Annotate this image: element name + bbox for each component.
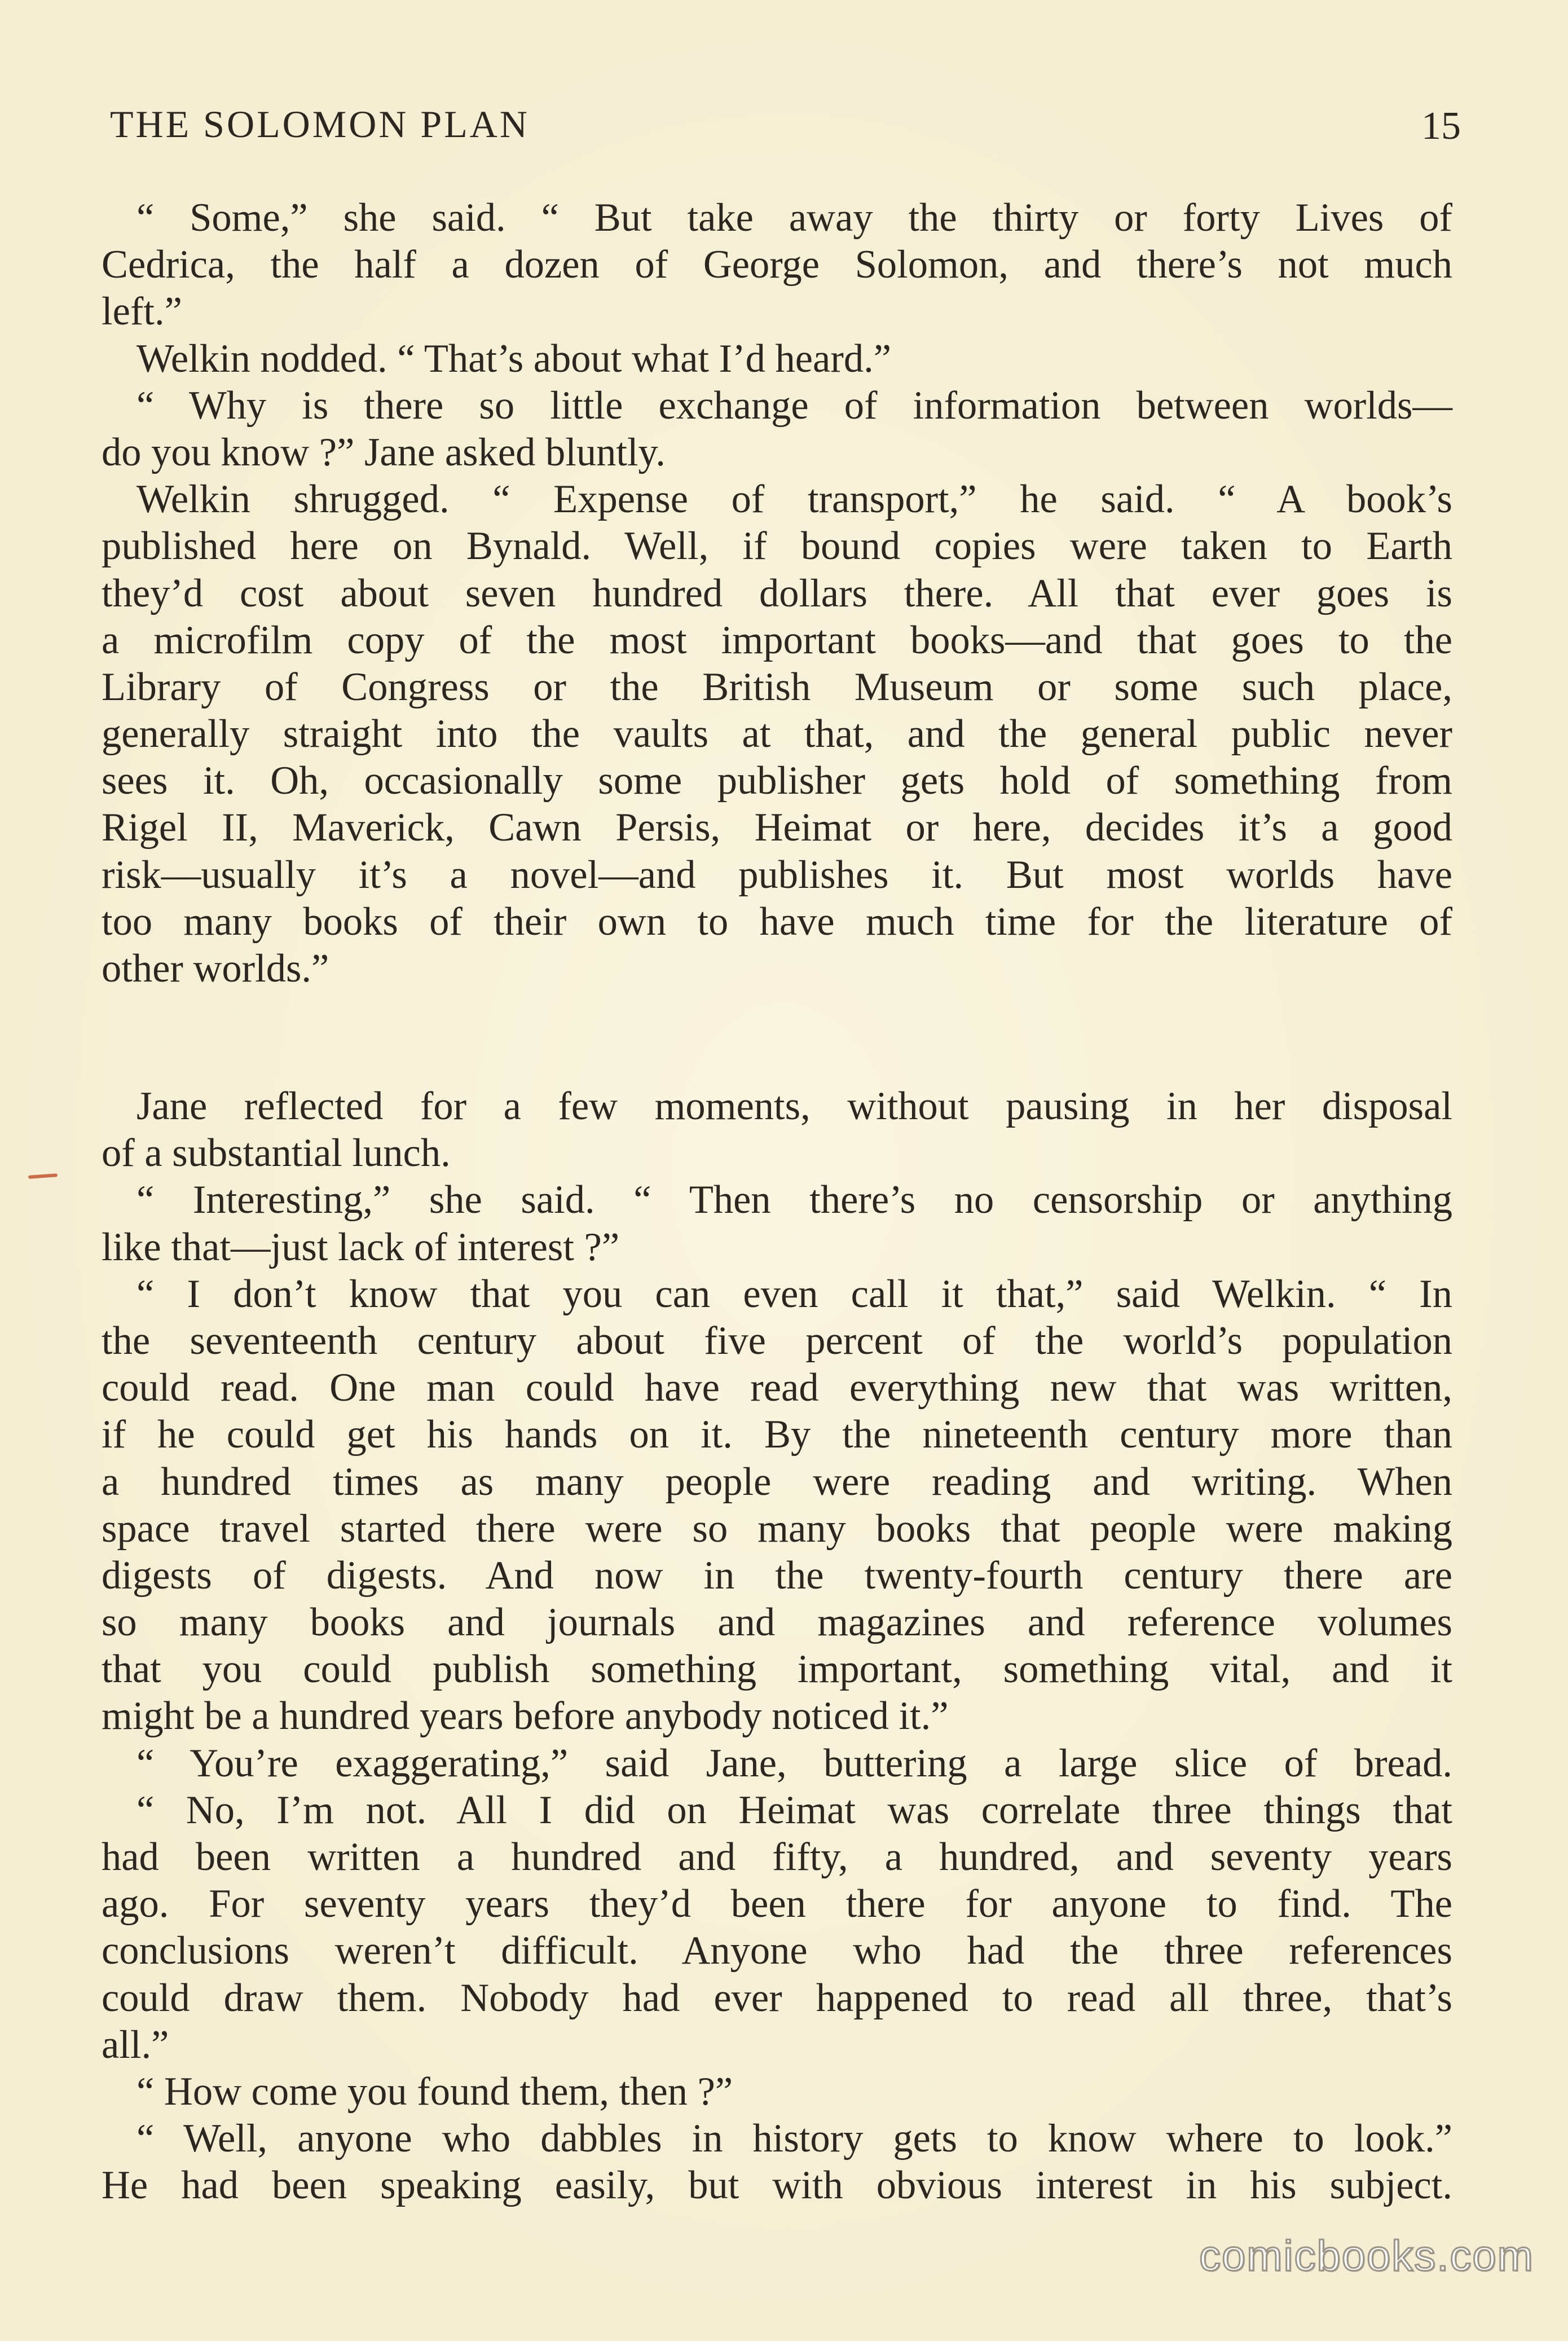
running-head [110, 96, 1461, 152]
text-line: “ You’re exaggerating,” said Jane, buttering a large slice of bread. [136, 1741, 1452, 1785]
text-block-2 [102, 1083, 1452, 2210]
text-line: a hundred times as many people were reading and writing. When [102, 1459, 1452, 1504]
text-line: could read. One man could have read everything new that was written, [102, 1366, 1452, 1410]
text-line: Rigel II, Maverick, Cawn Persis, Heimat or here, decides it’s a good [102, 806, 1452, 850]
page-number: 15 [1421, 104, 1461, 148]
text-line: “ I don’t know that you can even call it that,” said Welkin. “ In [136, 1271, 1452, 1316]
text-line: “ Interesting,” she said. “ Then there’s no censorship or anything [136, 1178, 1452, 1222]
text-line: all.” [102, 2022, 169, 2067]
text-line: the seventeenth century about five percent of the world’s population [102, 1318, 1452, 1363]
text-line: “ Why is there so little exchange of information between worlds— [136, 383, 1452, 428]
text-line: digests of digests. And now in the twenty-fourth century there are [102, 1553, 1452, 1598]
text-line: so many books and journals and magazines and reference volumes [102, 1600, 1452, 1645]
text-line: generally straight into the vaults at that, and the general public never [102, 712, 1452, 756]
text-line: “ How come you found them, then ?” [136, 2069, 733, 2114]
text-line: “ Well, anyone who dabbles in history gets to know where to look.” [136, 2116, 1452, 2161]
text-line: like that—just lack of interest ?” [102, 1225, 620, 1269]
text-line: had been written a hundred and fifty, a hundred, and seventy years [102, 1835, 1452, 1879]
text-line: Library of Congress or the British Museum or some such place, [102, 665, 1452, 709]
text-block-1 [102, 195, 1452, 992]
text-line: Welkin shrugged. “ Expense of transport,” he said. “ A book’s [136, 477, 1452, 522]
text-line: conclusions weren’t difficult. Anyone who had the three references [102, 1929, 1452, 1973]
text-line: ago. For seventy years they’d been there for anyone to find. The [102, 1882, 1452, 1926]
text-line: Cedrica, the half a dozen of George Solomon, and there’s not much [102, 243, 1452, 287]
text-line: too many books of their own to have much time for the literature of [102, 899, 1452, 944]
text-line: do you know ?” Jane asked bluntly. [102, 430, 666, 474]
text-line: space travel started there were so many books that people were making [102, 1506, 1452, 1551]
text-line: if he could get his hands on it. By the nineteenth century more than [102, 1412, 1452, 1457]
text-line: “ Some,” she said. “ But take away the thirty or forty Lives of [136, 196, 1452, 240]
text-line: left.” [102, 289, 182, 334]
text-line: Welkin nodded. “ That’s about what I’d heard.” [136, 336, 891, 381]
text-line: risk—usually it’s a novel—and publishes it. But most worlds have [102, 852, 1452, 897]
text-line: He had been speaking easily, but with obvious interest in his subject. [102, 2163, 1452, 2208]
text-line: might be a hundred years before anybody noticed it.” [102, 1694, 949, 1739]
text-line: Jane reflected for a few moments, without pausing in her disposal [136, 1084, 1452, 1128]
watermark-logo: comicbooks.com [1199, 2232, 1534, 2280]
text-line: “ No, I’m not. All I did on Heimat was correlate three things that [136, 1788, 1452, 1832]
text-line: that you could publish something important, something vital, and it [102, 1647, 1452, 1692]
stray-ink-mark [28, 1173, 58, 1179]
text-line: of a substantial lunch. [102, 1131, 451, 1176]
text-line: could draw them. Nobody had ever happened to read all three, that’s [102, 1975, 1452, 2020]
text-line: a microfilm copy of the most important books—and that goes to the [102, 618, 1452, 662]
running-title: THE SOLOMON PLAN [110, 103, 530, 146]
text-line: they’d cost about seven hundred dollars there. All that ever goes is [102, 571, 1452, 615]
text-line: other worlds.” [102, 947, 329, 991]
text-line: sees it. Oh, occasionally some publisher gets hold of something from [102, 759, 1452, 803]
text-line: published here on Bynald. Well, if bound copies were taken to Earth [102, 524, 1452, 569]
